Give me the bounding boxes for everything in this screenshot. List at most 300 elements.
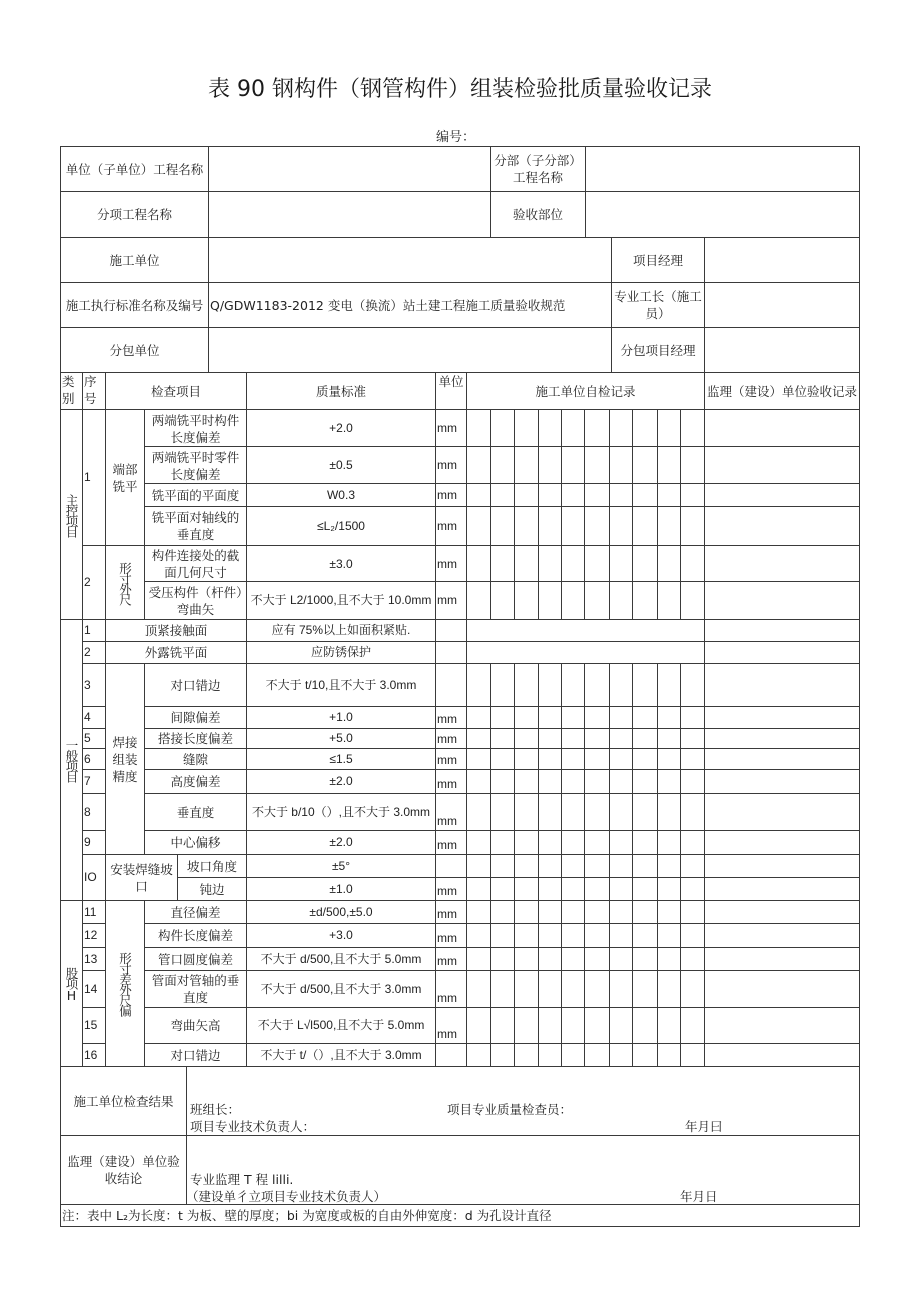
acceptance-part-label: 验收部位 [490, 191, 586, 238]
supervision-cell[interactable] [704, 506, 860, 546]
self-check-cell[interactable] [584, 923, 610, 948]
self-check-cell[interactable] [680, 545, 705, 583]
self-check-cell[interactable] [609, 947, 633, 971]
self-check-cell[interactable] [609, 728, 633, 749]
self-check-cell[interactable] [514, 581, 539, 620]
self-check-cell[interactable] [632, 1043, 658, 1067]
self-check-cell[interactable] [490, 1043, 515, 1067]
self-check-cell[interactable] [632, 854, 658, 878]
self-check-cell[interactable] [561, 483, 585, 508]
self-check-cell[interactable] [514, 1043, 539, 1067]
self-check-cell[interactable] [514, 923, 539, 948]
self-check-cell[interactable] [538, 748, 562, 770]
unit: mm [435, 900, 467, 924]
self-check-cell[interactable] [657, 506, 681, 546]
check-item: 受压构件（杆件）弯曲矢 [144, 581, 247, 620]
self-check-cell[interactable] [514, 769, 539, 794]
self-check-cell[interactable] [538, 446, 562, 485]
check-item: 对口错边 [144, 1043, 247, 1067]
supervision-cell[interactable] [704, 619, 860, 642]
self-check-cell[interactable] [632, 483, 658, 508]
self-check-cell[interactable] [466, 483, 491, 508]
subcontract-manager-field[interactable] [704, 327, 860, 373]
supervision-cell[interactable] [704, 900, 860, 924]
self-check-cell[interactable] [584, 769, 610, 794]
self-check-cell[interactable] [632, 923, 658, 948]
self-check-cell[interactable] [680, 728, 705, 749]
self-check-cell[interactable] [466, 900, 491, 924]
supervision-cell[interactable] [704, 446, 860, 485]
self-check-cell[interactable] [609, 769, 633, 794]
self-check-cell[interactable] [561, 900, 585, 924]
self-check-cell[interactable] [466, 663, 491, 707]
self-check-cell[interactable] [490, 854, 515, 878]
self-check-cell[interactable] [466, 793, 491, 831]
unit: mm [435, 970, 467, 1008]
self-check-cell[interactable] [514, 900, 539, 924]
supervision-cell[interactable] [704, 483, 860, 508]
supervision-cell[interactable] [704, 728, 860, 749]
self-check-cell[interactable] [680, 923, 705, 948]
self-check-cell[interactable] [657, 793, 681, 831]
self-check-cell[interactable] [561, 769, 585, 794]
self-check-cell[interactable] [584, 1043, 610, 1067]
self-check-cell[interactable] [657, 854, 681, 878]
self-check-cell[interactable] [584, 483, 610, 508]
self-check-cell[interactable] [561, 581, 585, 620]
self-check-cell[interactable] [490, 877, 515, 901]
self-check-cell[interactable] [584, 748, 610, 770]
self-check-cell[interactable] [490, 970, 515, 1008]
self-check-cell[interactable] [538, 1043, 562, 1067]
col-self-check: 施工单位自检记录 [466, 372, 705, 410]
self-check-cell[interactable] [538, 900, 562, 924]
foreman-field[interactable] [704, 282, 860, 328]
self-check-cell[interactable] [609, 900, 633, 924]
self-check-cell[interactable] [466, 748, 491, 770]
self-check-cell[interactable] [466, 1007, 491, 1044]
self-check-cell[interactable] [632, 830, 658, 855]
self-check-cell[interactable] [466, 830, 491, 855]
check-item: 缝隙 [144, 748, 247, 770]
self-check-cell[interactable] [657, 769, 681, 794]
check-item: 直径偏差 [144, 900, 247, 924]
self-check-cell[interactable] [657, 1007, 681, 1044]
self-check-cell[interactable] [680, 1007, 705, 1044]
self-check-cell[interactable] [584, 409, 610, 448]
self-check-cell[interactable] [680, 769, 705, 794]
self-check-cell[interactable] [584, 663, 610, 707]
self-check-cell[interactable] [561, 877, 585, 901]
supervision-cell[interactable] [704, 854, 860, 878]
quality-standard: 不大于 t/（）,且不大于 3.0mm [246, 1043, 436, 1067]
quality-standard: ±d/500,±5.0 [246, 900, 436, 924]
self-check-cell[interactable] [514, 446, 539, 485]
construction-unit-field[interactable] [208, 237, 612, 283]
self-check-cell[interactable] [680, 793, 705, 831]
self-check-cell[interactable] [632, 769, 658, 794]
self-check-cell[interactable] [490, 506, 515, 546]
self-check-cell[interactable] [538, 1007, 562, 1044]
self-check-cell[interactable] [514, 830, 539, 855]
supervision-cell[interactable] [704, 769, 860, 794]
self-check-cell[interactable] [657, 446, 681, 485]
self-check-cell[interactable] [538, 854, 562, 878]
check-item: 对口错边 [144, 663, 247, 707]
self-check-cell[interactable] [538, 409, 562, 448]
self-check-cell[interactable] [466, 446, 491, 485]
self-check-cell[interactable] [561, 506, 585, 546]
self-check-cell[interactable] [632, 506, 658, 546]
self-check-cell[interactable] [514, 483, 539, 508]
self-check-cell[interactable] [490, 830, 515, 855]
self-check-cell[interactable] [538, 545, 562, 583]
unit [435, 854, 467, 878]
seq-10: IO [82, 854, 106, 901]
self-check-cell[interactable] [680, 409, 705, 448]
self-check-cell[interactable] [514, 748, 539, 770]
self-check-cell[interactable] [584, 970, 610, 1008]
self-check-cell[interactable] [584, 854, 610, 878]
self-check-cell[interactable] [657, 728, 681, 749]
self-check-cell[interactable] [561, 446, 585, 485]
supervision-cell[interactable] [704, 830, 860, 855]
self-check-cell[interactable] [657, 947, 681, 971]
sub-project-name-field[interactable] [585, 146, 860, 192]
self-check-cell[interactable] [680, 947, 705, 971]
self-check-cell[interactable] [561, 728, 585, 749]
self-check-cell[interactable] [657, 923, 681, 948]
quality-standard: 不大于 L2/1000,且不大于 10.0mm [246, 581, 436, 620]
self-check-cell[interactable] [538, 947, 562, 971]
supervision-cell[interactable] [704, 923, 860, 948]
subcontractor-field[interactable] [208, 327, 612, 373]
self-check-cell[interactable] [514, 409, 539, 448]
self-check-cell[interactable] [584, 830, 610, 855]
self-check-cell[interactable] [609, 483, 633, 508]
self-check-cell[interactable] [680, 581, 705, 620]
seq-number: 6 [82, 748, 106, 770]
self-check-cell[interactable] [609, 446, 633, 485]
quality-standard: ±5° [246, 854, 436, 878]
self-check-cell[interactable] [514, 947, 539, 971]
self-check-cell[interactable] [466, 409, 491, 448]
self-check-cell[interactable] [632, 748, 658, 770]
self-check-cell[interactable] [584, 900, 610, 924]
self-check-cell[interactable] [514, 545, 539, 583]
self-check-cell[interactable] [609, 1043, 633, 1067]
self-check-cell[interactable] [538, 970, 562, 1008]
self-check-cell[interactable] [490, 748, 515, 770]
self-check-cell[interactable] [561, 854, 585, 878]
serial-number-label: 编号： [436, 130, 476, 145]
supervision-cell[interactable] [704, 793, 860, 831]
col-item: 检查项目 [105, 372, 247, 410]
self-check-cell[interactable] [609, 581, 633, 620]
date-1: 年月曰 [685, 1119, 723, 1134]
self-check-cell[interactable] [538, 706, 562, 729]
self-check-cell[interactable] [632, 409, 658, 448]
supervision-cell[interactable] [704, 947, 860, 971]
self-check-cell[interactable] [584, 506, 610, 546]
self-check-cell[interactable] [632, 877, 658, 901]
self-check-cell[interactable] [466, 1043, 491, 1067]
unit: mm [435, 1007, 467, 1044]
self-check-cell[interactable] [514, 1007, 539, 1044]
check-item: 两端铣平时构件长度偏差 [144, 409, 247, 448]
self-check-cell[interactable] [538, 506, 562, 546]
self-check-cell[interactable] [609, 545, 633, 583]
unit: mm [435, 793, 467, 831]
self-check-cell[interactable] [490, 706, 515, 729]
self-check-cell[interactable] [490, 483, 515, 508]
self-check-cell[interactable] [609, 830, 633, 855]
self-check-cell[interactable] [561, 1043, 585, 1067]
check-item: 两端铣平时零件长度偏差 [144, 446, 247, 485]
self-check-cell[interactable] [490, 581, 515, 620]
self-check-cell[interactable] [466, 506, 491, 546]
self-check-cell[interactable] [657, 830, 681, 855]
seq-2: 2 [82, 545, 106, 620]
self-check-cell[interactable] [466, 877, 491, 901]
self-check-cell[interactable] [657, 877, 681, 901]
self-check-cell[interactable] [538, 581, 562, 620]
supervision-cell[interactable] [704, 1043, 860, 1067]
self-check-cell[interactable] [490, 409, 515, 448]
construction-unit-label: 施工单位 [60, 237, 209, 283]
group-dimension-deviation: 形寸差外尺偏 [105, 900, 145, 1067]
self-check-cell[interactable] [514, 854, 539, 878]
self-check-cell[interactable] [584, 793, 610, 831]
self-check-cell[interactable] [490, 769, 515, 794]
self-check-cell[interactable] [657, 409, 681, 448]
self-check-cell[interactable] [680, 970, 705, 1008]
self-check-cell[interactable] [490, 446, 515, 485]
self-check-cell[interactable] [584, 947, 610, 971]
self-check-merged[interactable] [466, 619, 705, 642]
self-check-cell[interactable] [632, 793, 658, 831]
subcontract-manager-label: 分包项目经理 [611, 327, 705, 373]
self-check-cell[interactable] [657, 663, 681, 707]
self-check-cell[interactable] [584, 706, 610, 729]
self-check-cell[interactable] [514, 728, 539, 749]
quality-standard: ±2.0 [246, 830, 436, 855]
self-check-cell[interactable] [680, 900, 705, 924]
self-check-cell[interactable] [561, 748, 585, 770]
quality-standard: 不大于 L√l500,且不大于 5.0mm [246, 1007, 436, 1044]
self-check-cell[interactable] [609, 877, 633, 901]
supervision-cell[interactable] [704, 641, 860, 664]
self-check-cell[interactable] [466, 854, 491, 878]
self-check-cell[interactable] [680, 446, 705, 485]
self-check-cell[interactable] [632, 900, 658, 924]
self-check-merged[interactable] [466, 641, 705, 664]
supervision-cell[interactable] [704, 970, 860, 1008]
self-check-cell[interactable] [561, 409, 585, 448]
document-title: 表 90 钢构件（钢管构件）组装检验批质量验收记录 [208, 77, 712, 102]
self-check-cell[interactable] [514, 877, 539, 901]
self-check-cell[interactable] [490, 923, 515, 948]
self-check-cell[interactable] [466, 706, 491, 729]
quality-standard: ±0.5 [246, 446, 436, 485]
self-check-cell[interactable] [561, 923, 585, 948]
self-check-cell[interactable] [657, 581, 681, 620]
self-check-cell[interactable] [466, 545, 491, 583]
self-check-cell[interactable] [609, 663, 633, 707]
self-check-cell[interactable] [514, 793, 539, 831]
self-check-cell[interactable] [609, 793, 633, 831]
self-check-cell[interactable] [680, 506, 705, 546]
self-check-cell[interactable] [632, 1007, 658, 1044]
self-check-cell[interactable] [657, 970, 681, 1008]
self-check-cell[interactable] [680, 1043, 705, 1067]
supervision-cell[interactable] [704, 581, 860, 620]
supervision-cell[interactable] [704, 1007, 860, 1044]
self-check-cell[interactable] [609, 1007, 633, 1044]
standard-label: 施工执行标准名称及编号 [60, 282, 209, 328]
self-check-cell[interactable] [632, 446, 658, 485]
self-check-cell[interactable] [514, 970, 539, 1008]
unit: mm [435, 830, 467, 855]
self-check-cell[interactable] [538, 769, 562, 794]
self-check-cell[interactable] [680, 706, 705, 729]
supervision-cell[interactable] [704, 663, 860, 707]
self-check-cell[interactable] [609, 706, 633, 729]
quality-standard: ±1.0 [246, 877, 436, 901]
self-check-cell[interactable] [680, 663, 705, 707]
self-check-cell[interactable] [609, 854, 633, 878]
self-check-cell[interactable] [466, 581, 491, 620]
supervision-cell[interactable] [704, 545, 860, 583]
seq-number: 1 [82, 619, 106, 642]
self-check-cell[interactable] [609, 923, 633, 948]
seq-number: 14 [82, 970, 106, 1008]
self-check-cell[interactable] [632, 947, 658, 971]
self-check-cell[interactable] [561, 970, 585, 1008]
unit: mm [435, 446, 467, 485]
self-check-cell[interactable] [584, 877, 610, 901]
self-check-cell[interactable] [657, 706, 681, 729]
self-check-cell[interactable] [490, 728, 515, 749]
self-check-cell[interactable] [466, 728, 491, 749]
self-check-cell[interactable] [466, 769, 491, 794]
self-check-cell[interactable] [680, 854, 705, 878]
self-check-cell[interactable] [561, 947, 585, 971]
supervision-cell[interactable] [704, 409, 860, 448]
self-check-cell[interactable] [466, 970, 491, 1008]
self-check-cell[interactable] [466, 923, 491, 948]
self-check-cell[interactable] [584, 1007, 610, 1044]
self-check-cell[interactable] [514, 706, 539, 729]
self-check-cell[interactable] [490, 1007, 515, 1044]
supervision-cell[interactable] [704, 706, 860, 729]
unit: mm [435, 748, 467, 770]
tech-lead-label: 项目专业技术负责人： [190, 1119, 316, 1134]
check-item: 坡口角度 [177, 854, 247, 878]
unit [435, 619, 467, 642]
acceptance-part-field[interactable] [585, 191, 860, 238]
self-check-cell[interactable] [680, 830, 705, 855]
self-check-cell[interactable] [561, 545, 585, 583]
self-check-cell[interactable] [632, 706, 658, 729]
self-check-cell[interactable] [584, 728, 610, 749]
self-check-cell[interactable] [514, 506, 539, 546]
self-check-cell[interactable] [609, 748, 633, 770]
check-item: 管面对管轴的垂直度 [144, 970, 247, 1008]
item-project-name-label: 分项工程名称 [60, 191, 209, 238]
col-category: 类别 [60, 372, 83, 410]
self-check-cell[interactable] [609, 506, 633, 546]
self-check-cell[interactable] [561, 663, 585, 707]
self-check-cell[interactable] [680, 877, 705, 901]
quality-standard: ≤L₂/1500 [246, 506, 436, 546]
unit: mm [435, 877, 467, 901]
self-check-cell[interactable] [657, 1043, 681, 1067]
self-check-cell[interactable] [632, 545, 658, 583]
self-check-cell[interactable] [490, 793, 515, 831]
self-check-cell[interactable] [490, 663, 515, 707]
quality-inspector-label: 项目专业质量检查员： [447, 1102, 573, 1117]
self-check-cell[interactable] [632, 970, 658, 1008]
self-check-cell[interactable] [538, 793, 562, 831]
unit: mm [435, 947, 467, 971]
self-check-cell[interactable] [632, 728, 658, 749]
self-check-cell[interactable] [538, 830, 562, 855]
self-check-cell[interactable] [657, 545, 681, 583]
item-project-name-field[interactable] [208, 191, 491, 238]
self-check-cell[interactable] [584, 446, 610, 485]
self-check-cell[interactable] [657, 483, 681, 508]
self-check-cell[interactable] [609, 409, 633, 448]
check-item: 管口圆度偏差 [144, 947, 247, 971]
self-check-cell[interactable] [490, 947, 515, 971]
self-check-cell[interactable] [680, 483, 705, 508]
self-check-cell[interactable] [657, 900, 681, 924]
self-check-cell[interactable] [538, 877, 562, 901]
self-check-cell[interactable] [561, 830, 585, 855]
self-check-cell[interactable] [538, 663, 562, 707]
self-check-cell[interactable] [561, 1007, 585, 1044]
self-check-cell[interactable] [632, 663, 658, 707]
self-check-cell[interactable] [538, 923, 562, 948]
self-check-cell[interactable] [609, 970, 633, 1008]
self-check-cell[interactable] [561, 793, 585, 831]
self-check-cell[interactable] [657, 748, 681, 770]
self-check-cell[interactable] [561, 706, 585, 729]
self-check-cell[interactable] [490, 900, 515, 924]
self-check-cell[interactable] [514, 663, 539, 707]
self-check-cell[interactable] [632, 581, 658, 620]
project-manager-field[interactable] [704, 237, 860, 283]
unit-project-name-field[interactable] [208, 146, 491, 192]
supervision-cell[interactable] [704, 877, 860, 901]
quality-standard: ≤1.5 [246, 748, 436, 770]
unit: mm [435, 545, 467, 583]
self-check-cell[interactable] [466, 947, 491, 971]
seq-number: 13 [82, 947, 106, 971]
check-item: 钝边 [177, 877, 247, 901]
self-check-cell[interactable] [538, 483, 562, 508]
self-check-cell[interactable] [538, 728, 562, 749]
seq-number: 9 [82, 830, 106, 855]
self-check-cell[interactable] [584, 581, 610, 620]
self-check-cell[interactable] [680, 748, 705, 770]
self-check-cell[interactable] [490, 545, 515, 583]
supervision-cell[interactable] [704, 748, 860, 770]
seq-number: 7 [82, 769, 106, 794]
check-item: 垂直度 [144, 793, 247, 831]
self-check-cell[interactable] [584, 545, 610, 583]
